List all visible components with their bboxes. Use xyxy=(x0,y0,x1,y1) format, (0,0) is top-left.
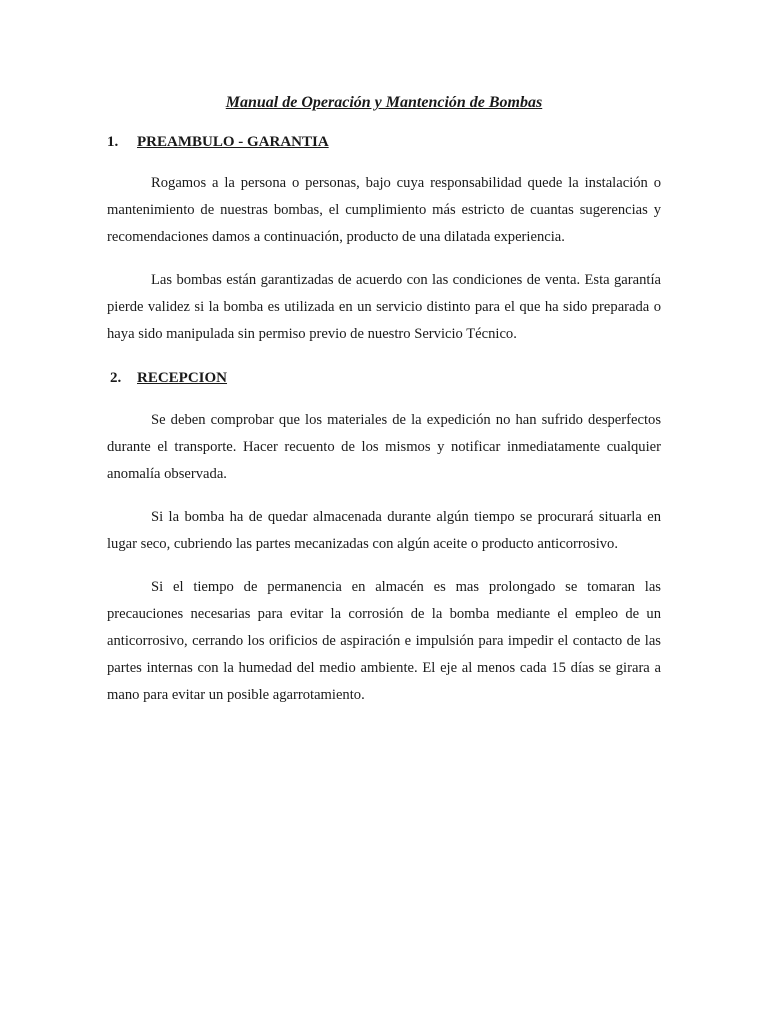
paragraph: Si la bomba ha de quedar almacenada durante algún tiempo se procurará situarla en lugar seco, cubriendo las partes mecanizadas con algún aceite o producto anticorrosivo. xyxy=(107,509,661,552)
paragraph: Las bombas están garantizadas de acuerdo con las condiciones de venta. Esta garantía pierde validez si la bomba es utilizada en un servicio distinto para el que ha sido preparada o haya sido manipulada sin permiso previo de nuestro Servicio Técnico. xyxy=(107,272,661,342)
paragraph: Se deben comprobar que los materiales de la expedición no han sufrido desperfectos durante el transporte. Hacer recuento de los mismos y notificar inmediatamente cualquier anomalía observada. xyxy=(107,412,661,482)
section-number: 1. xyxy=(107,134,119,150)
section-number: 2. xyxy=(110,370,122,386)
page-title: Manual de Operación y Mantención de Bombas xyxy=(225,94,543,111)
section-label: PREAMBULO - GARANTIA xyxy=(137,134,329,150)
section-heading-recepcion xyxy=(107,368,661,388)
paragraph: Si el tiempo de permanencia en almacén es mas prolongado se tomaran las precauciones necesarias para evitar la corrosión de la bomba mediante el empleo de un anticorrosivo, cerrando los orificios de aspiración e impulsión para impedir el contacto de las partes internas con la humedad del medio ambiente. El eje al menos cada 15 días se girara a mano para evitar un posible agarrotamiento. xyxy=(107,579,661,703)
section-label: RECEPCION xyxy=(137,370,228,386)
section-heading-preambulo xyxy=(107,132,661,152)
paragraph: Rogamos a la persona o personas, bajo cuya responsabilidad quede la instalación o mantenimiento de nuestras bombas, el cumplimiento más estricto de cuantas sugerencias y recomendaciones damos a continuación, producto de una dilatada experiencia. xyxy=(107,175,661,245)
